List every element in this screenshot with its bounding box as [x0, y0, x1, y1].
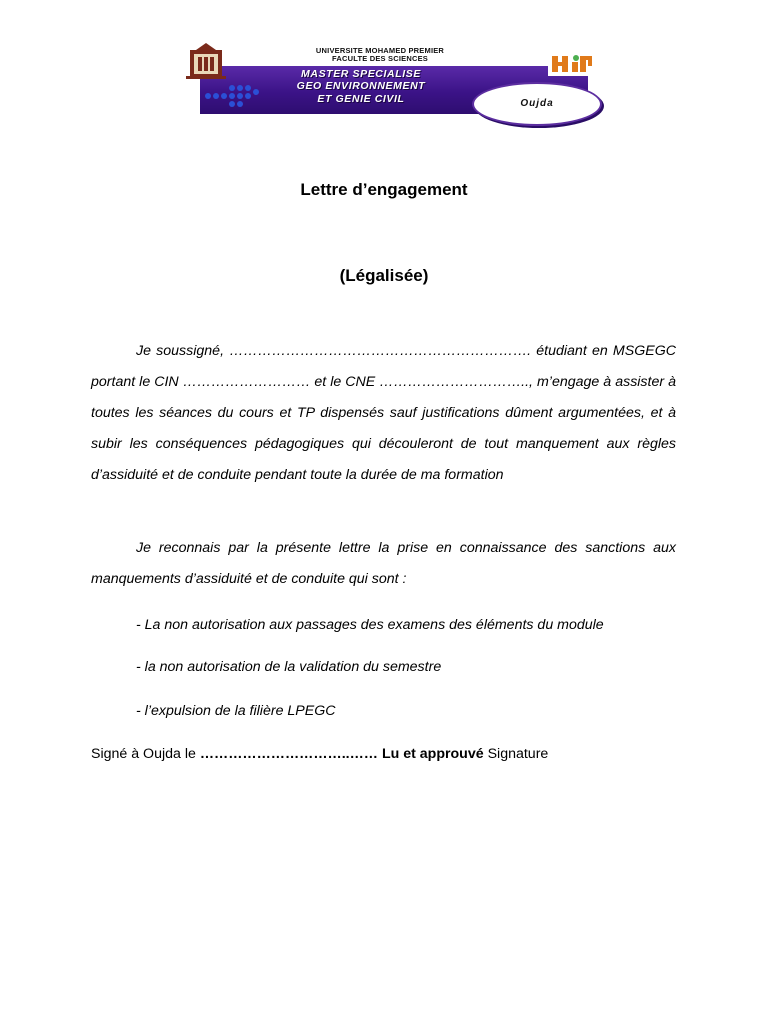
- sign-place-label: Signé à Oujda le: [91, 746, 200, 762]
- header-banner: [180, 42, 604, 128]
- city-label: Oujda: [520, 98, 554, 109]
- sanction-item: - la non autorisation de la validation du semestre: [136, 659, 442, 675]
- sign-date-field: …………………………..……: [199, 746, 378, 762]
- university-name: UNIVERSITE MOHAMED PREMIER: [315, 46, 445, 55]
- faculty-name: FACULTE DES SCIENCES: [332, 54, 428, 63]
- signature-line: [91, 744, 691, 764]
- university-crest-icon: [182, 42, 230, 82]
- program-title-line3: ET GENIE CIVIL: [317, 93, 405, 105]
- acknowledgement-paragraph: Je reconnais par la présente lettre la prise en connaissance des sanctions aux manquements d’assiduité et de conduite qui sont :: [91, 540, 676, 587]
- program-title-line1: MASTER SPECIALISE: [301, 68, 421, 80]
- sanction-item: - La non autorisation aux passages des examens des éléments du module: [136, 617, 604, 633]
- approved-label: Lu et approuvé: [378, 746, 488, 762]
- engagement-paragraph: Je soussigné, ………………………………………………………. étudiant en MSGEGC portant le CIN ……………………… et le CNE ………………………….., m’engage à assister à toutes les séances du cours et TP dispensés sauf justifications dûment argumentées, et à subir les conséquences pédagogiques qui découleront de tout manquement aux règles d’assiduité et de conduite pendant toute la durée de ma formation: [91, 343, 676, 483]
- faculty-logo-icon: [548, 50, 594, 76]
- document-title: Lettre d’engagement: [300, 180, 468, 199]
- decorative-dots-icon: [202, 82, 262, 108]
- sanction-item: - l’expulsion de la filière LPEGC: [136, 703, 336, 719]
- signature-label: Signature: [487, 746, 549, 762]
- program-title-line2: GEO ENVIRONNEMENT: [296, 80, 426, 92]
- document-subtitle: (Légalisée): [339, 266, 429, 285]
